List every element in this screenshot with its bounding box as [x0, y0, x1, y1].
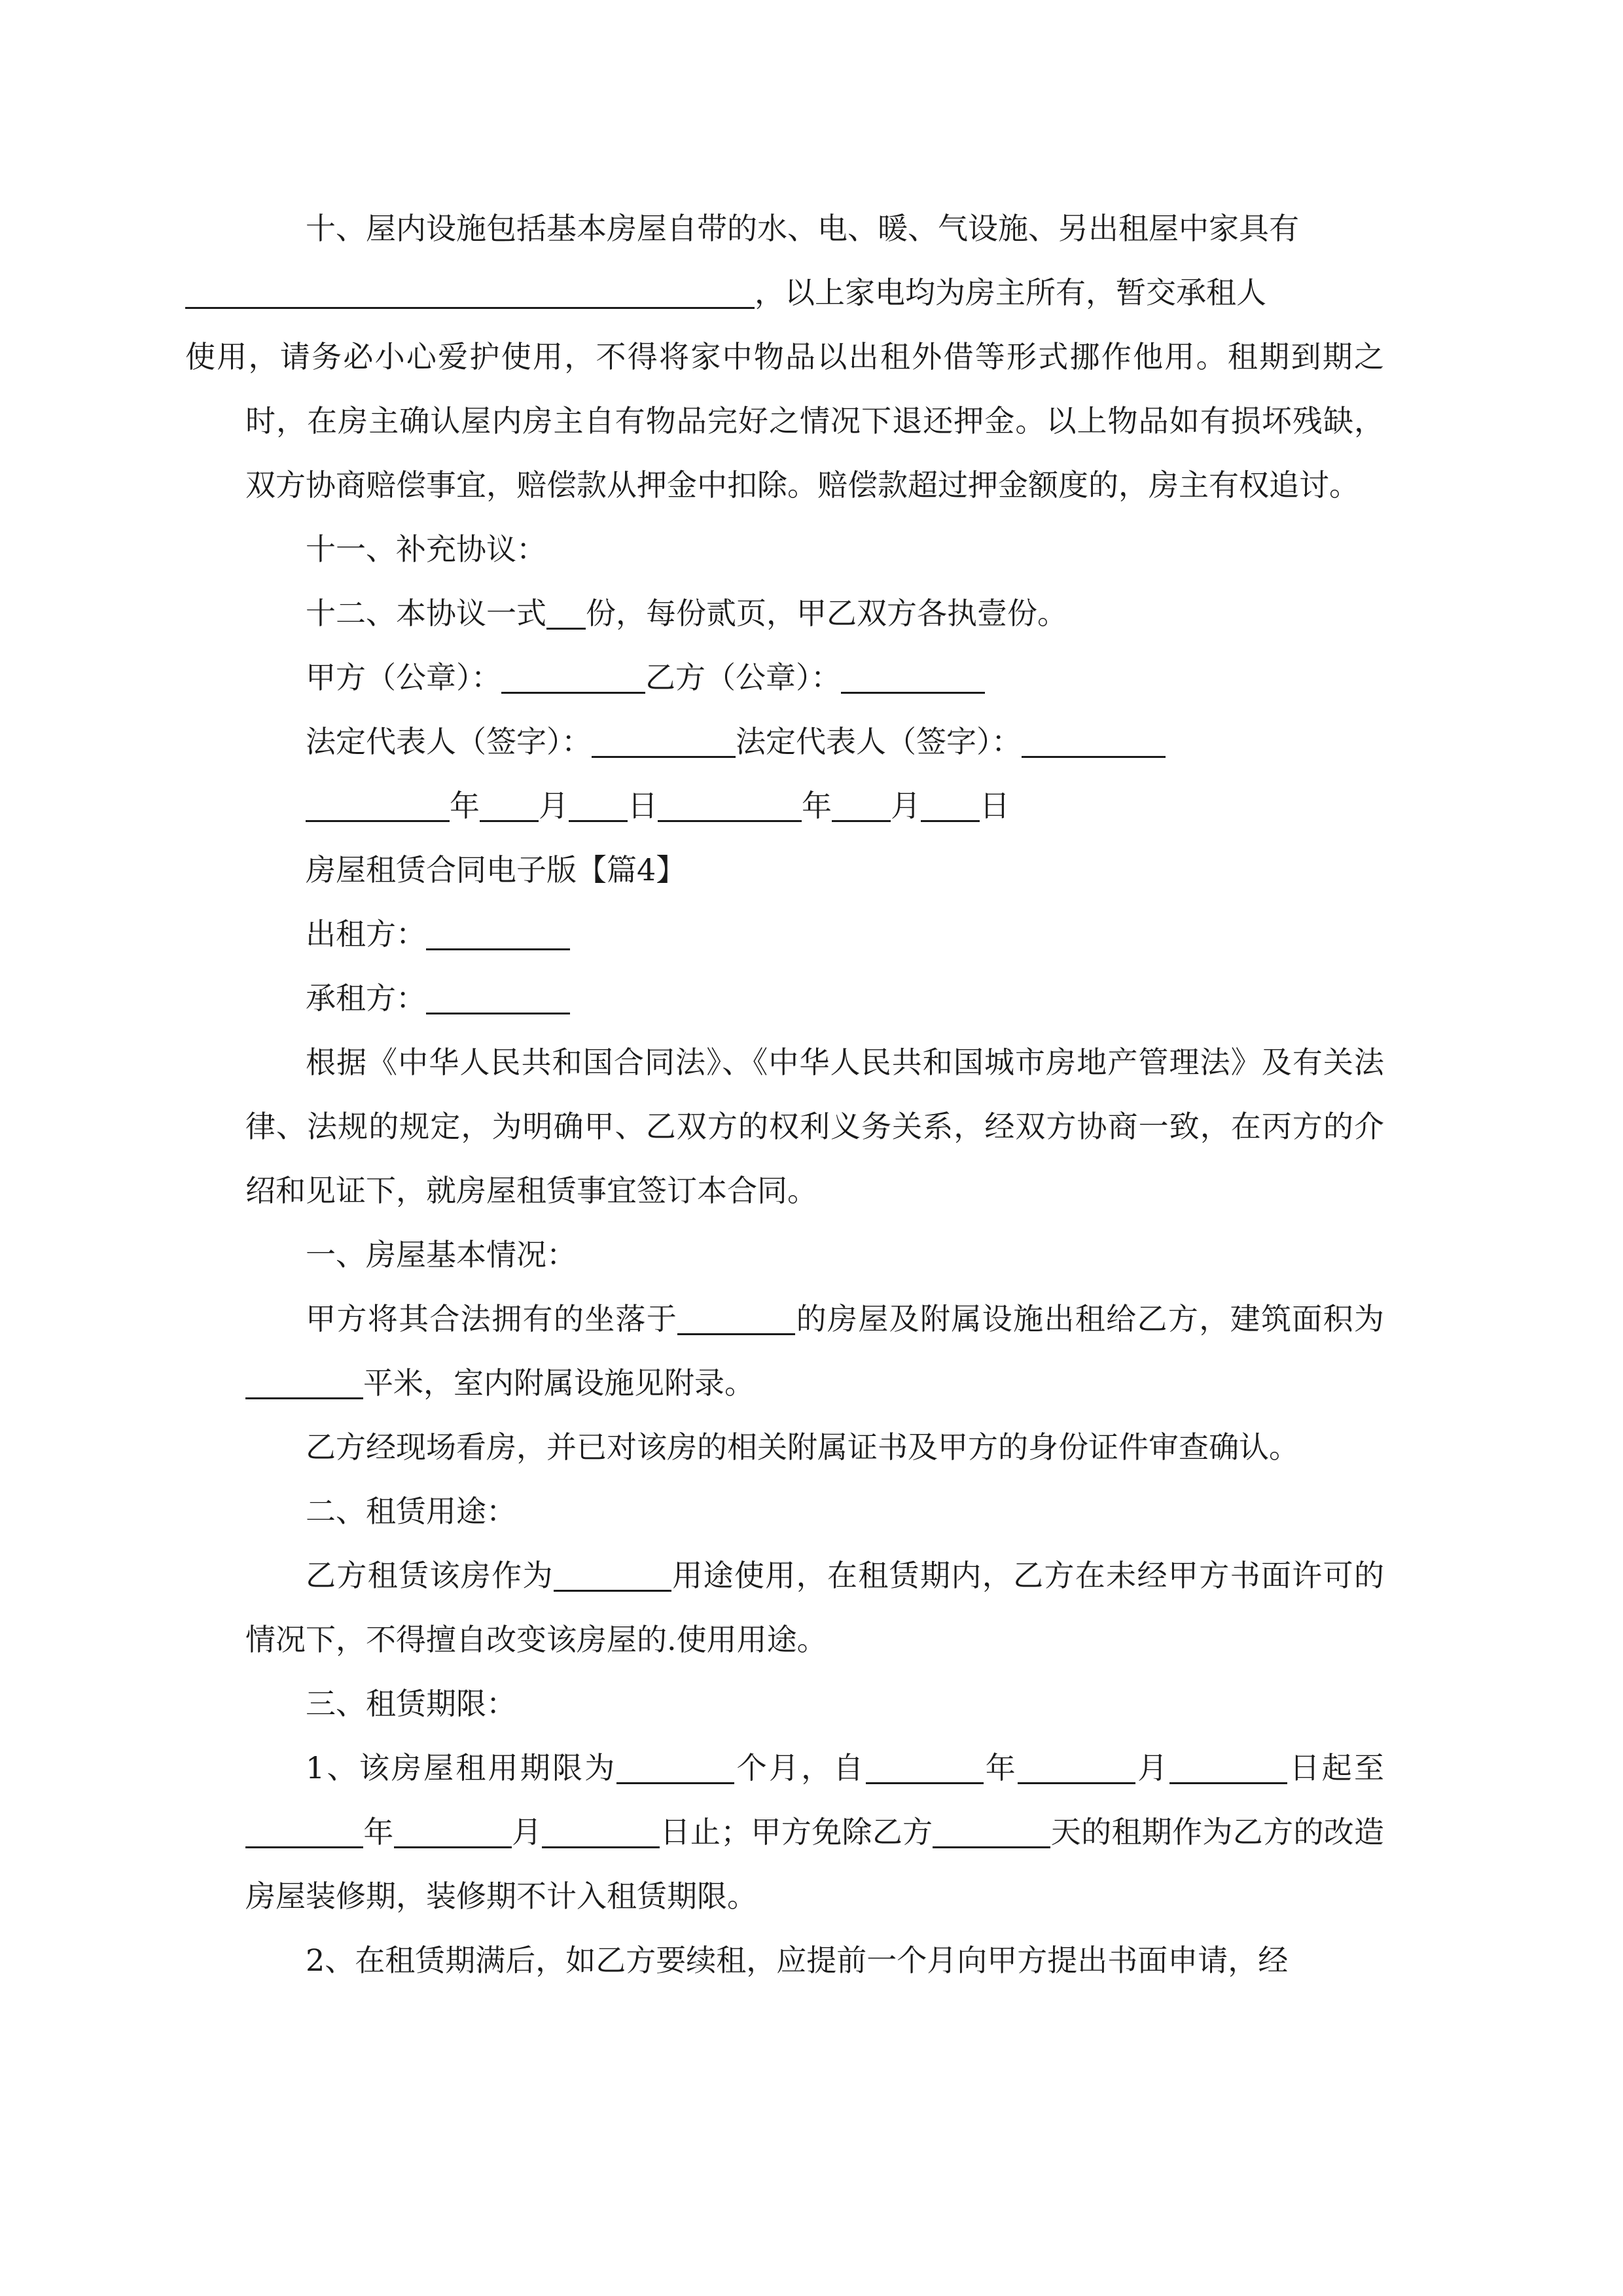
rep-b-blank: [1022, 726, 1166, 758]
location-blank: [677, 1303, 795, 1335]
term-blank: [542, 1816, 660, 1848]
document-page: [185, 196, 1385, 1992]
party-b-seal-blank: [841, 662, 985, 694]
article-1-inspection: 乙方经现场看房，并已对该房的相关附属证书及甲方的身份证件审查确认。: [306, 1429, 1299, 1465]
lessor-blank: [426, 918, 570, 950]
preamble: 根据《中华人民共和国合同法》、《中华人民共和国城市房地产管理法》及有关法律、法规的规定，为明确甲、乙双方的权利义务关系，经双方协商一致，在丙方的介绍和见证下，就房屋租赁事宜签订本合同。: [245, 1045, 1384, 1208]
date-blank: [306, 790, 450, 822]
article-2-use: 乙方租赁该房作为 用途使用，在租赁期内，乙方在未经甲方书面许可的情况下，不得擅自改变该房屋的.使用用途。: [245, 1558, 1385, 1657]
article-1-location: 甲方将其合法拥有的坐落于 的房屋及附属设施出租给乙方，建筑面积为平米，室内附属设施见附录。: [245, 1287, 1384, 1415]
clause-11: 十一、补充协议：: [306, 531, 546, 567]
date-blank: [569, 790, 628, 822]
term-blank: [245, 1816, 363, 1848]
article-1-title: 一、房屋基本情况：: [306, 1237, 577, 1272]
rep-a-blank: [592, 726, 736, 758]
decoration-days-blank: [933, 1816, 1050, 1848]
legal-representatives: 法定代表人（签字）： 法定代表人（签字）：: [245, 709, 1384, 774]
date-blank: [658, 790, 802, 822]
article-3-term: 1、该房屋租用期限为 个月，自 年 月 日起至年 月 日止；甲方免除乙方 天的租期作为乙方的改造房屋装修期，装修期不计入租赁期限。: [245, 1750, 1385, 1914]
party-seals: 甲方（公章）： 乙方（公章）：: [245, 645, 1384, 709]
term-blank: [866, 1752, 984, 1784]
date-blank: [921, 790, 980, 822]
term-blank: [1018, 1752, 1135, 1784]
lessor-line: 出租方：: [245, 902, 1384, 966]
lessee-line: 承租方：: [245, 966, 1384, 1030]
term-blank: [616, 1752, 734, 1784]
clause-12: 十二、本协议一式 份，每份贰页，甲乙双方各执壹份。: [306, 596, 1067, 631]
copies-blank: [546, 598, 586, 630]
section-title: 房屋租赁合同电子版【篇4】: [306, 852, 687, 888]
article-2-title: 二、租赁用途：: [306, 1494, 516, 1529]
clause-10: 十、屋内设施包括基本房屋自带的水、电、暖、气设施、另出租屋中家具有 ，以上家电均为房主所有，暂交承租人 使用，请务必小心爱护使用，不得将家中物品以出租外借等形式挪作他用。租期到期之时，在房主确认屋内房主自有物品完好之情况下退还押金。以上物品如有损坏残缺，双方协商赔偿事宜，赔偿款从押金中扣除。赔偿款超过押金额度的，房主有权追讨。: [185, 211, 1384, 503]
lessee-blank: [426, 982, 570, 1014]
date-blank: [832, 790, 891, 822]
sign-dates: 年 月 日 年 月 日: [245, 774, 1384, 838]
furniture-blank: [185, 277, 755, 309]
party-a-seal-blank: [501, 662, 645, 694]
article-3-renewal: 2、在租赁期满后，如乙方要续租，应提前一个月向甲方提出书面申请，经: [306, 1943, 1289, 1978]
area-blank: [245, 1367, 363, 1399]
use-blank: [554, 1560, 671, 1592]
term-blank: [394, 1816, 512, 1848]
article-3-title: 三、租赁期限：: [306, 1686, 516, 1721]
date-blank: [480, 790, 539, 822]
term-blank: [1169, 1752, 1287, 1784]
